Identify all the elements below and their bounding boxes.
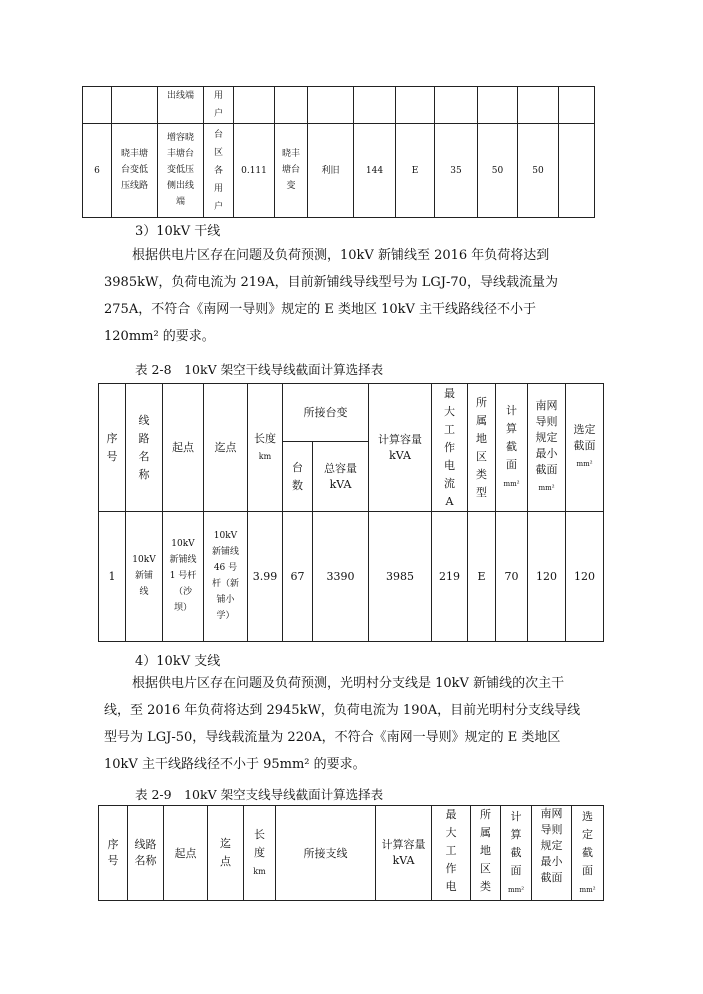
cell-end-top: 用户 [204, 87, 234, 124]
continuation-table [82, 86, 595, 218]
table-row [99, 512, 604, 642]
th-calc-cap: 计算容量 kVA [376, 806, 432, 901]
cell-start: 10kV 新铺线 1 号杆（沙坝） [163, 512, 204, 642]
th-calc-section: 计算截面 mm² [501, 806, 532, 901]
cell-name: 晓丰塘台变低压线路 [112, 124, 158, 218]
th-start: 起点 [163, 384, 204, 512]
cell-sel: 50 [518, 124, 559, 218]
table-header-row [99, 384, 604, 442]
section-paragraph-trunk: 根据供电片区存在问题及负荷预测，10kV 新铺线至 2016 年负荷将达到 3985kW，负荷电流为 219A，目前新铺线导线型号为 LGJ-70，导线载流量为 275A，不符合《南网一导则》规定的 E 类地区 10kV 主干线路线径不小于 120mm² 的要求。 [104, 248, 558, 344]
cell-end: 10kV 新铺线 46 号杆（新铺小学） [204, 512, 248, 642]
th-sel-section: 选定截面 mm² [572, 806, 604, 901]
th-no: 序号 [99, 384, 126, 512]
th-no: 序号 [99, 806, 128, 901]
th-rule-min: 南网导则规定最小截面 mm² [528, 384, 566, 512]
th-total-cap: 总容量 kVA [313, 442, 369, 512]
th-area: 所属地区类 [471, 806, 501, 901]
table-caption-2-8: 表 2-8 10kV 架空干线导线截面计算选择表 [135, 362, 384, 377]
table-row [83, 124, 595, 218]
th-count: 台数 [283, 442, 313, 512]
th-start: 起点 [164, 806, 208, 901]
cell-calc: 35 [435, 124, 478, 218]
cell-calc-cap: 3985 [369, 512, 432, 642]
cell-no: 1 [99, 512, 126, 642]
th-length: 长度 km [248, 384, 283, 512]
table-row [83, 87, 595, 124]
table-header-row [99, 806, 604, 901]
th-transformer-group: 所接台变 [283, 384, 369, 442]
section-paragraph-branch: 根据供电片区存在问题及负荷预测，光明村分支线是 10kV 新铺线的次主干线，至 2016 年负荷将达到 2945kW，负荷电流为 190A，目前光明村分支线导线型号为 LGJ-50，导线载流量为 220A，不符合《南网一导则》规定的 E 类地区 10kV 主干线路线径不小于 95mm² 的要求。 [104, 676, 581, 772]
cell-length: 3.99 [248, 512, 283, 642]
section-heading-10kv-branch: 4）10kV 支线 [135, 654, 221, 669]
th-max-current: 最大工作电 [432, 806, 471, 901]
th-area: 所属地区类型 [468, 384, 496, 512]
cell-length: 0.111 [234, 124, 275, 218]
th-rule-min: 南网导则规定最小截面 [532, 806, 572, 901]
cell-cap: 144 [354, 124, 396, 218]
cell-rule-min: 120 [528, 512, 566, 642]
cell-transformer: 晓丰塘台变 [275, 124, 308, 218]
trunk-section-table [98, 383, 604, 642]
th-length: 长度 km [244, 806, 276, 901]
th-max-current: 最大工作电流 A [432, 384, 468, 512]
cell-no: 6 [83, 124, 112, 218]
th-name: 线路名称 [128, 806, 164, 901]
cell-current: 219 [432, 512, 468, 642]
th-calc-cap: 计算容量 kVA [369, 384, 432, 512]
cell-end: 台区各用户 [204, 124, 234, 218]
th-name: 线路名称 [126, 384, 163, 512]
cell-type: 利旧 [308, 124, 354, 218]
table-caption-2-9: 表 2-9 10kV 架空支线导线截面计算选择表 [135, 787, 384, 802]
cell-area: E [468, 512, 496, 642]
cell-count: 67 [283, 512, 313, 642]
cell-sel-section: 120 [566, 512, 604, 642]
th-branch: 所接支线 [276, 806, 376, 901]
cell-start: 增容晓丰塘台变低压侧出线端 [158, 124, 204, 218]
th-calc-section: 计算截面 mm² [496, 384, 528, 512]
cell-start-top: 出线端 [158, 87, 204, 124]
th-end: 迄点 [204, 384, 248, 512]
th-end: 迄点 [208, 806, 244, 901]
branch-section-table [98, 805, 604, 901]
th-sel-section: 选定截面 mm² [566, 384, 604, 512]
cell-total-cap: 3390 [313, 512, 369, 642]
cell-calc-section: 70 [496, 512, 528, 642]
cell-min: 50 [478, 124, 518, 218]
cell-area: E [396, 124, 435, 218]
section-heading-10kv-trunk: 3）10kV 干线 [135, 224, 221, 239]
cell-name: 10kV 新铺线 [126, 512, 163, 642]
